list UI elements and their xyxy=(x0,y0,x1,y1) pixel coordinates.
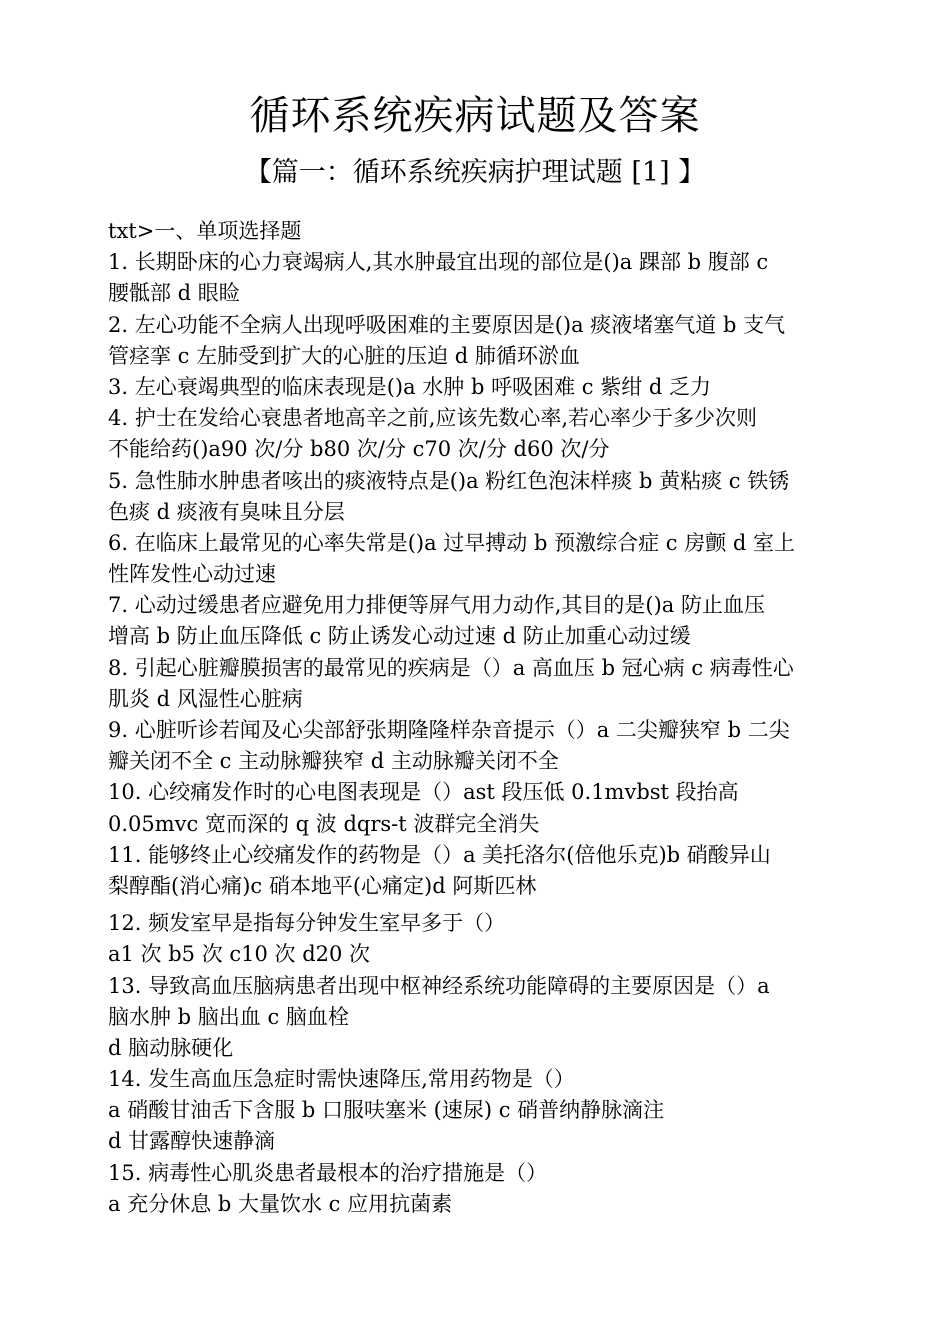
question-6-line-1: 6. 在临床上最常见的心率失常是()a 过早搏动 b 预激综合症 c 房颤 d 室上 xyxy=(108,530,795,555)
question-2-line-1: 2. 左心功能不全病人出现呼吸困难的主要原因是()a 痰液堵塞气道 b 支气 xyxy=(108,312,786,337)
section-heading: txt>一、单项选择题 xyxy=(108,219,302,243)
question-1-line-1: 1. 长期卧床的心力衰竭病人,其水肿最宜出现的部位是()a 踝部 b 腹部 c xyxy=(108,250,769,275)
document-body xyxy=(108,216,858,1220)
question-11-line-1: 11. 能够终止心绞痛发作的药物是（）a 美托洛尔(倍他乐克)b 硝酸异山 xyxy=(108,842,771,867)
question-7-line-2: 增高 b 防止血压降低 c 防止诱发心动过速 d 防止加重心动过缓 xyxy=(108,624,691,649)
question-14-line-2: a 硝酸甘油舌下含服 b 口服呋塞米 (速尿) c 硝普纳静脉滴注 xyxy=(108,1098,665,1123)
question-10-line-2: 0.05mvc 宽而深的 q 波 dqrs-t 波群完全消失 xyxy=(108,811,540,836)
question-1-line-2: 腰骶部 d 眼睑 xyxy=(108,281,240,306)
question-8-line-2: 肌炎 d 风湿性心脏病 xyxy=(108,686,303,711)
question-13-line-1: 13. 导致高血压脑病患者出现中枢神经系统功能障碍的主要原因是（）a xyxy=(108,973,770,998)
question-9-line-1: 9. 心脏听诊若闻及心尖部舒张期隆隆样杂音提示（）a 二尖瓣狭窄 b 二尖 xyxy=(108,718,790,742)
question-12-line-1: 12. 频发室早是指每分钟发生室早多于（） xyxy=(108,911,506,936)
question-4-line-2: 不能给药()a90 次/分 b80 次/分 c70 次/分 d60 次/分 xyxy=(108,437,610,462)
question-13-line-2: 脑水肿 b 脑出血 c 脑血栓 xyxy=(108,1004,349,1029)
question-2-line-2: 管痉挛 c 左肺受到扩大的心脏的压迫 d 肺循环淤血 xyxy=(108,343,580,368)
question-11-line-2: 梨醇酯(消心痛)c 硝本地平(心痛定)d 阿斯匹林 xyxy=(108,873,537,898)
question-5-line-1: 5. 急性肺水肿患者咳出的痰液特点是()a 粉红色泡沫样痰 b 黄粘痰 c 铁锈 xyxy=(108,468,790,493)
question-7-line-1: 7. 心动过缓患者应避免用力排便等屏气用力动作,其目的是()a 防止血压 xyxy=(108,593,765,618)
question-15-line-2: a 充分休息 b 大量饮水 c 应用抗菌素 xyxy=(108,1191,453,1216)
question-12-line-2: a1 次 b5 次 c10 次 d20 次 xyxy=(108,942,371,967)
question-8-line-1: 8. 引起心脏瓣膜损害的最常见的疾病是（）a 高血压 b 冠心病 c 病毒性心 xyxy=(108,655,794,680)
question-14-line-3: d 甘露醇快速静滴 xyxy=(108,1129,276,1154)
question-13-line-3: d 脑动脉硬化 xyxy=(108,1035,234,1060)
question-4-line-1: 4. 护士在发给心衰患者地高辛之前,应该先数心率,若心率少于多少次则 xyxy=(108,406,758,431)
document-subtitle: 【篇一：循环系统疾病护理试题 [1] 】 xyxy=(244,157,706,188)
question-15-line-1: 15. 病毒性心肌炎患者最根本的治疗措施是（） xyxy=(108,1160,548,1185)
question-6-line-2: 性阵发性心动过速 xyxy=(108,562,276,587)
question-9-line-2: 瓣关闭不全 c 主动脉瓣狭窄 d 主动脉瓣关闭不全 xyxy=(108,749,559,774)
question-14-line-1: 14. 发生高血压急症时需快速降压,常用药物是（） xyxy=(108,1067,575,1092)
question-10-line-1: 10. 心绞痛发作时的心电图表现是（）ast 段压低 0.1mvbst 段抬高 xyxy=(108,780,739,805)
question-5-line-2: 色痰 d 痰液有臭味且分层 xyxy=(108,499,345,524)
question-3-line-1: 3. 左心衰竭典型的临床表现是()a 水肿 b 呼吸困难 c 紫绀 d 乏力 xyxy=(108,374,711,399)
document-title: 循环系统疾病试题及答案 xyxy=(249,93,701,139)
